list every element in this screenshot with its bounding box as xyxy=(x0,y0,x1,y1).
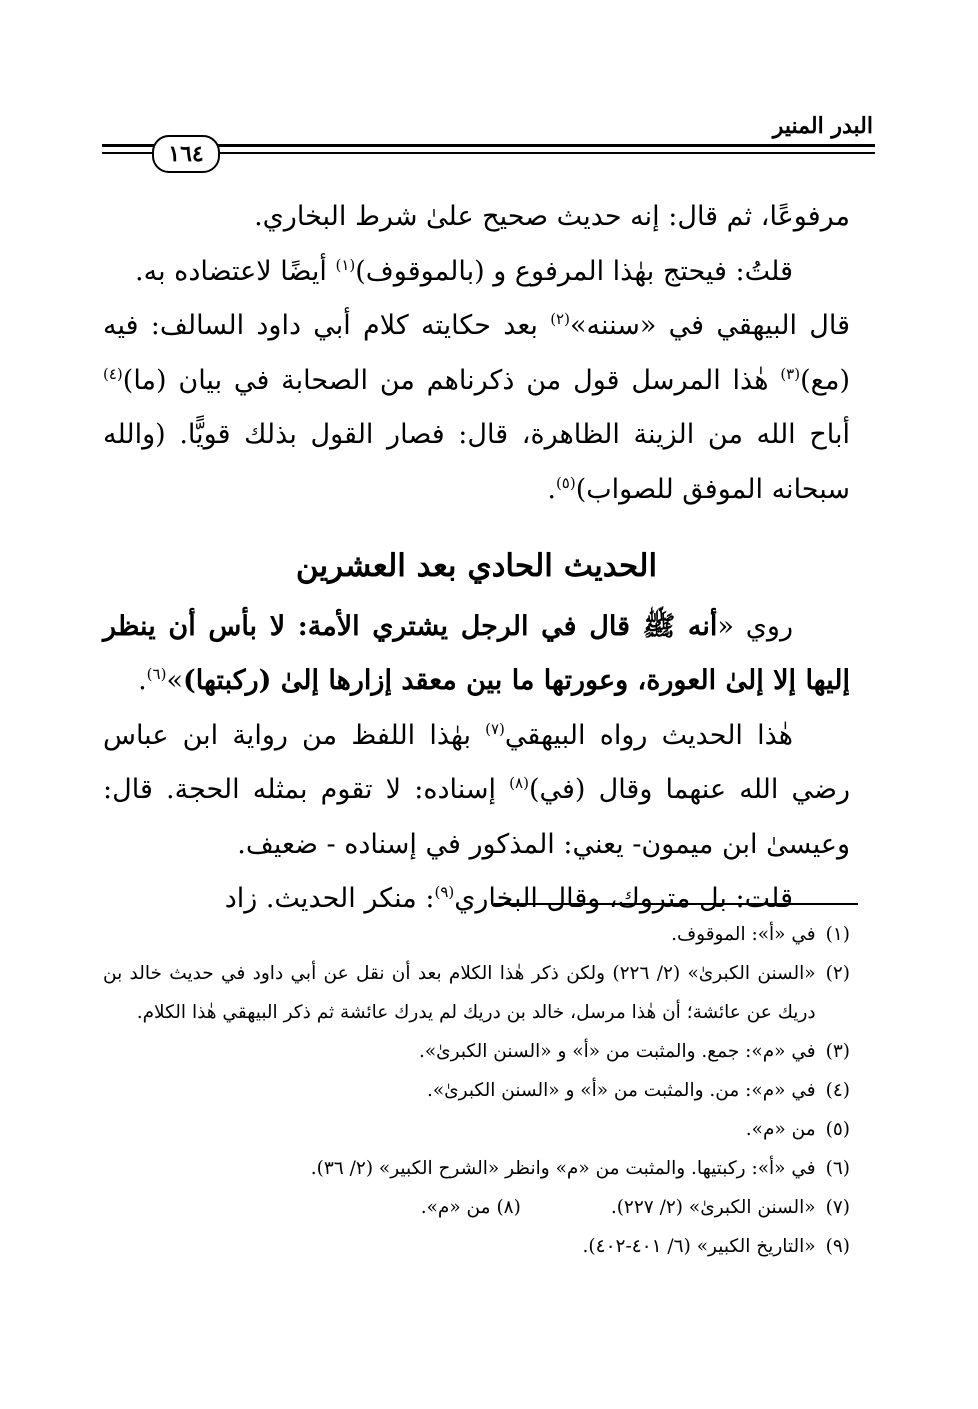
footnote-3: (٣) في «م»: جمع. والمثبت من «أ» و «السنن الكبرىٰ». xyxy=(418,1041,850,1062)
footnote-marker: (٦) xyxy=(146,665,167,683)
footnote-marker: (١) xyxy=(335,255,356,274)
footnote-marker: (٢) xyxy=(550,310,570,328)
footnotes xyxy=(103,915,850,1266)
paragraph-hadith: روي «أنه ﷺ قال في الرجل يشتري الأمة: لا بأس أن ينظر إليها إلا إلىٰ العورة، وعورتها ما بين معقد إزارها إلىٰ (ركبتها)»$^{(٦)}$. xyxy=(103,610,850,696)
footnote-marker: (٧) xyxy=(485,719,505,738)
running-header-title: البدر المنير xyxy=(772,113,873,139)
footnote-marker: (٨) xyxy=(509,774,529,792)
footnote-4: (٤) في «م»: من. والمثبت من «أ» و «السنن الكبرىٰ». xyxy=(426,1080,850,1101)
section-heading: الحديث الحادي بعد العشرين xyxy=(295,548,658,584)
footnote-8-text: من «م». xyxy=(420,1197,491,1218)
hadith-text: أنه ﷺ قال في الرجل يشتري الأمة: لا بأس أن ينظر إليها إلا إلىٰ العورة، وعورتها ما بين معقد إزارها إلىٰ (ركبتها) xyxy=(103,610,850,696)
footnote-7-text: «السنن الكبرىٰ» (٢/ ٢٢٧). xyxy=(610,1197,816,1218)
footnote-marker: (٩) xyxy=(434,883,455,901)
footnote-8-num: (٨) xyxy=(496,1197,521,1218)
footnote-5: (٥) من «م». xyxy=(745,1119,850,1140)
paragraph-5: هٰذا الحديث رواه البيهقي$^{(٧)}$ بهٰذا اللفظ من رواية ابن عباس رضي الله عنهما وقال (في)$^{(٨)}$ إسناده: لا تقوم بمثله الحجة. قال: وعيسىٰ ابن ميمون- يعني: المذكور في إسناده - ضعيف. xyxy=(103,719,850,860)
footnote-2: (٢) «السنن الكبرىٰ» (٢/ ٢٢٦) ولكن ذكر هٰذا الكلام بعد أن نقل عن أبي داود في حديث خالد بن دريك عن عائشة؛ أن هٰذا مرسل، خالد بن دريك لم يدرك عائشة ثم ذكر البيهقي هٰذا الكلام. xyxy=(103,963,850,1023)
footnote-7-8: (٧) «السنن الكبرىٰ» (٢/ ٢٢٧).(٨) من «م». xyxy=(420,1197,850,1218)
page-number: ١٦٤ xyxy=(168,141,204,167)
footnote-marker: (٣) xyxy=(780,364,801,383)
footnote-9: (٩) «التاريخ الكبير» (٦/ ٤٠١-٤٠٢). xyxy=(582,1236,850,1257)
footnote-1: (١) في «أ»: الموقوف. xyxy=(671,924,850,945)
page-number-badge xyxy=(152,135,220,173)
paragraph-2: قلتُ: فيحتج بهٰذا المرفوع و (بالموقوف)$^{(١)}$ أيضًا لاعتضاده به. xyxy=(135,255,793,287)
footnote-marker: (٤) xyxy=(103,364,123,383)
paragraph-3: قال البيهقي في «سننه»$^{(٢)}$ بعد حكايته كلام أبي داود السالف: فيه (مع)$^{(٣)}$ هٰذا المرسل قول من ذكرناهم من الصحابة في بيان (ما)$^{(٤)}$ أباح الله من الزينة الظاهرة، قال: فصار القول بذلك قويًّا. (والله سبحانه الموفق للصواب)$^{(٥)}$. xyxy=(103,310,850,505)
main-text xyxy=(103,190,850,927)
paragraph-1: مرفوعًا، ثم قال: إنه حديث صحيح علىٰ شرط البخاري. xyxy=(254,201,850,232)
footnote-separator xyxy=(494,903,858,905)
footnote-6: (٦) في «أ»: ركبتيها. والمثبت من «م» وانظر «الشرح الكبير» (٢/ ٣٦). xyxy=(310,1158,850,1179)
paragraph-6: قلت: بل متروك، وقال البخاري$^{(٩)}$: منكر الحديث. زاد xyxy=(224,883,793,914)
footnote-marker: (٥) xyxy=(555,473,576,492)
